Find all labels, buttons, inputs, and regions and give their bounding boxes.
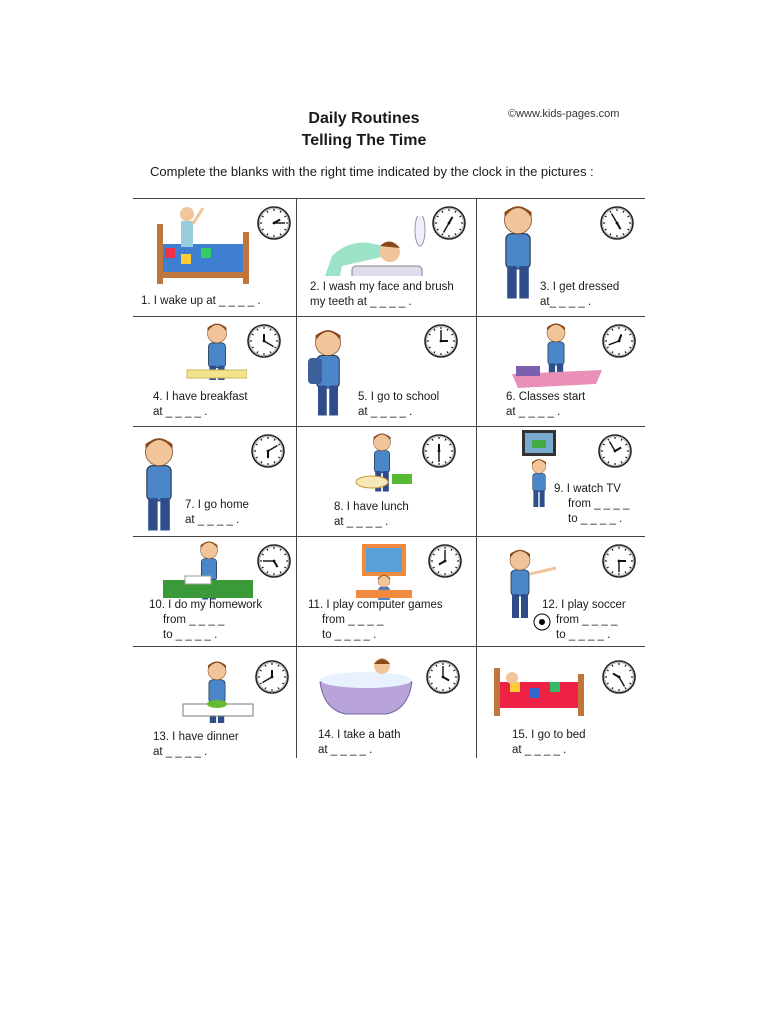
exercise-cell-1 xyxy=(133,198,296,316)
exercise-caption-9 xyxy=(554,482,629,527)
sentence-text: 8. I have lunch xyxy=(334,501,409,513)
exercise-cell-6 xyxy=(476,316,645,426)
boy-desk-icon xyxy=(492,320,602,395)
clock-icon xyxy=(428,544,462,578)
blank-line: from _ _ _ _ xyxy=(163,614,225,626)
boy-breakfast-icon xyxy=(177,318,247,385)
blank-line: at_ _ _ _ . xyxy=(540,296,592,308)
exercise-caption-8 xyxy=(334,500,409,530)
exercise-caption-6 xyxy=(506,390,585,420)
exercise-caption-2 xyxy=(310,280,454,310)
boy-backpack-icon xyxy=(304,322,364,427)
boy-sleeping-icon xyxy=(490,652,590,723)
exercise-caption-5 xyxy=(358,390,439,420)
sentence-text: 6. Classes start xyxy=(506,391,586,403)
blank-line: my teeth at _ _ _ _ . xyxy=(310,296,412,308)
boy-homework-icon xyxy=(149,540,259,605)
clock-icon xyxy=(251,434,285,468)
clock-icon xyxy=(602,324,636,358)
blank-line: at _ _ _ _ . xyxy=(358,406,413,418)
exercise-caption-4 xyxy=(153,390,248,420)
boy-computer-icon xyxy=(336,540,436,605)
clock-icon xyxy=(426,660,460,694)
blank-line: at _ _ _ _ . xyxy=(512,744,567,756)
worksheet-subtitle: Telling The Time xyxy=(301,132,427,149)
boy-dressing-icon xyxy=(482,204,542,319)
exercise-grid xyxy=(133,198,645,758)
sentence-text: 14. I take a bath xyxy=(318,729,401,741)
exercise-caption-7 xyxy=(185,498,249,528)
instruction-text: Complete the blanks with the right time indicated by the clock in the pictures : xyxy=(150,164,594,179)
sentence-text: 9. I watch TV xyxy=(554,483,621,495)
blank-line: at _ _ _ _ . xyxy=(185,514,240,526)
blank-line: to _ _ _ _ . xyxy=(322,629,377,641)
clock-icon xyxy=(247,324,281,358)
clock-icon xyxy=(432,206,466,240)
sentence-text: 10. I do my homework xyxy=(149,599,263,611)
sentence-text: 1. I wake up at _ _ _ _ . xyxy=(141,295,261,307)
blank-line: to _ _ _ _ . xyxy=(568,513,623,525)
exercise-cell-5 xyxy=(296,316,476,426)
exercise-cell-3 xyxy=(476,198,645,316)
exercise-caption-14 xyxy=(318,728,400,758)
exercise-caption-15 xyxy=(512,728,586,758)
clock-icon xyxy=(602,544,636,578)
sentence-text: 3. I get dressed xyxy=(540,281,620,293)
blank-line: from _ _ _ _ xyxy=(568,498,630,510)
worksheet-title: Daily Routines xyxy=(308,110,420,127)
exercise-caption-12 xyxy=(542,598,626,643)
sentence-text: 7. I go home xyxy=(185,499,249,511)
boy-sink-icon xyxy=(312,216,432,281)
blank-line: at _ _ _ _ . xyxy=(318,744,373,756)
exercise-cell-2 xyxy=(296,198,476,316)
sentence-text: 2. I wash my face and brush xyxy=(310,281,454,293)
clock-icon xyxy=(257,544,291,578)
exercise-caption-11 xyxy=(308,598,443,643)
clock-icon xyxy=(257,206,291,240)
sentence-text: 5. I go to school xyxy=(358,391,440,403)
blank-line: from _ _ _ _ xyxy=(322,614,384,626)
sentence-text: 11. I play computer games xyxy=(308,599,443,611)
copyright-text: ©www.kids-pages.com xyxy=(508,108,620,120)
exercise-cell-9 xyxy=(476,426,645,536)
sentence-text: 15. I go to bed xyxy=(512,729,586,741)
exercise-cell-13 xyxy=(133,646,296,758)
blank-line: from _ _ _ _ xyxy=(556,614,618,626)
clock-icon xyxy=(424,324,458,358)
clock-icon xyxy=(600,206,634,240)
exercise-cell-10 xyxy=(133,536,296,646)
clock-icon xyxy=(598,434,632,468)
exercise-cell-12 xyxy=(476,536,645,646)
blank-line: at _ _ _ _ . xyxy=(334,516,389,528)
blank-line: at _ _ _ _ . xyxy=(153,746,208,758)
boy-bath-icon xyxy=(316,652,416,723)
clock-icon xyxy=(255,660,289,694)
boy-lunch-icon xyxy=(326,430,426,505)
clock-icon xyxy=(602,660,636,694)
blank-line: at _ _ _ _ . xyxy=(153,406,208,418)
exercise-cell-14 xyxy=(296,646,476,758)
boy-walking-icon xyxy=(139,432,179,537)
exercise-caption-1 xyxy=(141,294,261,309)
sentence-text: 13. I have dinner xyxy=(153,731,239,743)
blank-line: to _ _ _ _ . xyxy=(163,629,218,641)
exercise-cell-8 xyxy=(296,426,476,536)
exercise-cell-4 xyxy=(133,316,296,426)
sentence-text: 4. I have breakfast xyxy=(153,391,248,403)
clock-icon xyxy=(422,434,456,468)
exercise-cell-15 xyxy=(476,646,645,758)
exercise-caption-10 xyxy=(149,598,262,643)
blank-line: at _ _ _ _ . xyxy=(506,406,561,418)
boy-dinner-icon xyxy=(177,658,257,733)
boy-bed-stretch-icon xyxy=(151,204,251,291)
exercise-cell-11 xyxy=(296,536,476,646)
blank-line: to _ _ _ _ . xyxy=(556,629,611,641)
exercise-caption-3 xyxy=(540,280,619,310)
exercise-caption-13 xyxy=(153,730,239,760)
sentence-text: 12. I play soccer xyxy=(542,599,626,611)
exercise-cell-7 xyxy=(133,426,296,536)
